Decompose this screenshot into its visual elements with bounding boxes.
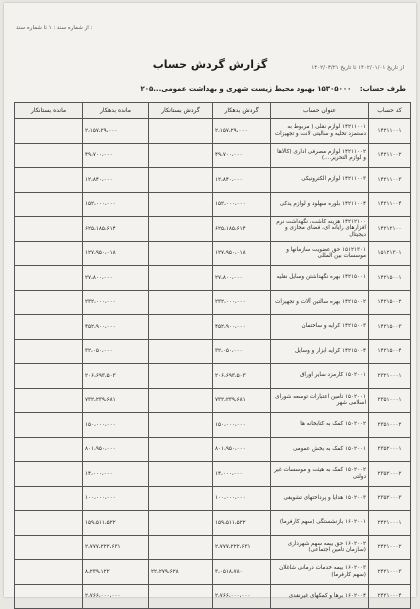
balance-debit-cell: ۷۳۲،۲۳۹،۶۸۱ [83, 388, 149, 413]
balance-credit-cell [15, 143, 83, 168]
account-name-cell: ۱۴۲۱۱۰۰۴ بلوره سهلود و لوازم یدکی [271, 192, 369, 217]
account-name-cell: ۱۶۰۲۰۰۲ حق بیمه سهم شهرداری (سازمان تامین اجتماعی) [271, 535, 369, 560]
balance-debit-cell: ۱۰۰،۰۰۰،۰۰۰ [83, 486, 149, 511]
credit-cell [149, 364, 213, 389]
credit-cell [149, 511, 213, 536]
debit-cell: ۲۳۲،۰۰۰،۰۰۰ [213, 290, 271, 315]
debit-cell: ۷۳۲،۲۳۹،۶۸۱ [213, 388, 271, 413]
table-row [15, 168, 411, 193]
account-code-cell: ۲۳۵۲۰۰۰۲ [369, 462, 411, 487]
table-row [15, 339, 411, 364]
account-name-cell: ۱۵۰۲۰۰۱ کمک به بخش عمومی [271, 437, 369, 462]
balance-credit-cell [15, 168, 83, 193]
balance-credit-cell [15, 217, 83, 242]
account-name-cell: ۱۴۲۱۱۰۰۲ لوازم مصرفی اداری (کالاها و لوازم التحریر....) [271, 143, 369, 168]
table-row [15, 560, 411, 585]
account-name-cell: ۱۴۲۱۵۰۰۴ کرایه ابزار و وسایل [271, 339, 369, 364]
debit-cell: ۱۵۰،۰۰۰،۰۰۰ [213, 413, 271, 438]
account-name-cell: ۱۴۲۱۵۰۰۲ بهره سالتین آلات و تجهیزات [271, 290, 369, 315]
credit-cell [149, 486, 213, 511]
account-name-cell: ۱۴۲۱۱۰۰۱ لوازم نقلی ( مربوط به دستمزد تخلیه و سالیتی لانت و تجهیزات [271, 119, 369, 144]
debit-cell: ۲،۱۵۷،۲۹،۰۰۰ [213, 119, 271, 144]
account-name-cell: ۱۵۰۲۰۰۱ کارمزد سایر اوراق [271, 364, 369, 389]
debit-cell: ۴۵۲،۹۰۰،۰۰۰ [213, 315, 271, 340]
credit-cell [149, 584, 213, 609]
account-name-cell: ۱۵۱۲۱۳۰۱ حق عضویت سازمانها و موسسات بین المللی [271, 241, 369, 266]
account-code-cell: ۲۳۵۲۰۰۰۳ [369, 486, 411, 511]
date-range: از تاریخ ۱۴۰۲/۰۱/۰۱ تا تاریخ ۱۴۰۲/۰۳/۲۱ [311, 65, 404, 71]
balance-debit-cell: ۳۲،۰۵۰،۰۰۰ [83, 339, 149, 364]
credit-cell [149, 168, 213, 193]
balance-debit-cell: ۱۵۰،۰۰۰،۰۰۰ [83, 413, 149, 438]
balance-credit-cell [15, 437, 83, 462]
balance-credit-cell [15, 339, 83, 364]
ledger-table [14, 102, 411, 609]
table-row [15, 290, 411, 315]
table-row [15, 535, 411, 560]
balance-debit-cell: ۲۳۲،۰۰۰،۰۰۰ [83, 290, 149, 315]
balance-debit-cell: ۱۵۹،۵۱۱،۵۲۲ [83, 511, 149, 536]
column-header-balance-debit: مانده بدهکار [83, 103, 149, 119]
debit-cell: ۱۲،۸۴۰،۰۰۰ [213, 168, 271, 193]
credit-cell [149, 413, 213, 438]
account-name-cell: ۱۴۲۱۵۰۰۱ بهره نگهداشتن وسایل نقلیه [271, 266, 369, 291]
account-code-cell: ۲۳۵۲۰۰۰۱ [369, 437, 411, 462]
credit-cell [149, 143, 213, 168]
debit-cell: ۲۰۶،۶۹۳،۵۰۳ [213, 364, 271, 389]
balance-credit-cell [15, 462, 83, 487]
account-code-cell: ۲۳۵۱۰۰۰۲ [369, 413, 411, 438]
account-code-cell: ۱۴۲۱۱۰۰۴ [369, 192, 411, 217]
balance-credit-cell [15, 584, 83, 609]
party-label: طرف حساب: [359, 85, 406, 93]
account-code-cell: ۱۴۲۱۵۰۰۱ [369, 266, 411, 291]
credit-cell [149, 388, 213, 413]
account-name-cell: ۱۴۲۱۲۱۰۰ هزینه کاشت، نگهداشت نرم افزارهای رایانه ای، فضای مجازی و دیجیتال [271, 217, 369, 242]
balance-debit-cell: ۶۲۵،۱۸۵،۶۱۴ [83, 217, 149, 242]
account-code-cell: ۲۴۲۱۰۰۰۴ [369, 584, 411, 609]
credit-cell [149, 437, 213, 462]
account-name-cell: ۱۵۰۲۰۰۱ تامین اعتبارات توسعه شورای اسلامی شهر [271, 388, 369, 413]
table-row [15, 413, 411, 438]
ledger-body [15, 119, 411, 609]
account-code-cell: ۲۴۲۱۰۰۰۱ [369, 511, 411, 536]
table-row [15, 388, 411, 413]
credit-cell [149, 290, 213, 315]
account-name-cell: ۱۶۰۲۰۰۳ بیمه خدمات درمانی شاغلان (سهم کارفرما) [271, 560, 369, 585]
debit-cell: ۴۹،۷۰۰،۰۰۰ [213, 143, 271, 168]
account-code-cell: ۲۳۲۱۰۰۰۱ [369, 364, 411, 389]
table-row [15, 486, 411, 511]
balance-debit-cell: ۸،۲۳۹،۱۲۲ [83, 560, 149, 585]
debit-cell: ۳۲،۰۵۰،۰۰۰ [213, 339, 271, 364]
account-code-cell: ۱۴۲۱۵۰۰۳ [369, 315, 411, 340]
account-code-cell: ۱۴۲۱۱۰۰۲ [369, 143, 411, 168]
debit-cell: ۲،۷۶۶،۰۰۰،۰۰۰ [213, 584, 271, 609]
debit-cell: ۱۲۷،۹۵۰،۰۱۸ [213, 241, 271, 266]
balance-credit-cell [15, 511, 83, 536]
report-title: گزارش گردش حساب [152, 58, 268, 71]
account-name-cell: ۱۴۲۱۵۰۰۳ کرایه و ساختمان [271, 315, 369, 340]
balance-credit-cell [15, 315, 83, 340]
debit-cell: ۸۰۱،۹۵۰،۰۰۰ [213, 437, 271, 462]
debit-cell: ۲۷،۸۰۰،۰۰۰ [213, 266, 271, 291]
table-row [15, 315, 411, 340]
debit-cell: ۶۲۵،۱۸۵،۶۱۴ [213, 217, 271, 242]
account-code-cell: ۲۴۲۱۰۰۰۳ [369, 560, 411, 585]
balance-debit-cell: ۱۴،۰۰۰،۰۰۰ [83, 462, 149, 487]
table-row [15, 217, 411, 242]
debit-cell: ۱۵۲،۰۰۰،۰۰۰ [213, 192, 271, 217]
balance-debit-cell: ۲،۷۶۶،۰۰۰،۰۰۰ [83, 584, 149, 609]
credit-cell [149, 192, 213, 217]
party-value: ۱۵۳۰۵۰۰۰ بهبود محیط زیست شهری و بهداشت عمومی...۲۰۵ [140, 85, 352, 93]
column-header-balance-credit: مانده بستانکار [15, 103, 83, 119]
account-code-cell: ۱۴۲۱۲۱۰۰ [369, 217, 411, 242]
account-name-cell: ۱۶۰۲۰۰۱ بازنشستگی (سهم کارفرما) [271, 511, 369, 536]
balance-credit-cell [15, 560, 83, 585]
balance-debit-cell: ۱۵۲،۰۰۰،۰۰۰ [83, 192, 149, 217]
table-row [15, 266, 411, 291]
balance-credit-cell [15, 266, 83, 291]
balance-debit-cell: ۸۰۱،۹۵۰،۰۰۰ [83, 437, 149, 462]
balance-credit-cell [15, 119, 83, 144]
balance-credit-cell [15, 486, 83, 511]
balance-credit-cell [15, 364, 83, 389]
credit-cell [149, 217, 213, 242]
account-name-cell: ۱۵۰۲۰۰۲ کمک به هیئت و موسسات غیر دولتی [271, 462, 369, 487]
account-code-cell: ۲۳۵۱۰۰۰۱ [369, 388, 411, 413]
credit-cell [149, 119, 213, 144]
credit-cell: ۲۲،۲۷۹،۶۲۸ [149, 560, 213, 585]
balance-debit-cell: ۴۹،۷۰۰،۰۰۰ [83, 143, 149, 168]
credit-cell [149, 535, 213, 560]
column-header-code: کد حساب [369, 103, 411, 119]
balance-credit-cell [15, 535, 83, 560]
debit-cell: ۱۴،۰۰۰،۰۰۰ [213, 462, 271, 487]
table-row [15, 143, 411, 168]
balance-debit-cell: ۲۰۶،۶۹۳،۵۰۳ [83, 364, 149, 389]
debit-cell: ۱۵۹،۵۱۱،۵۲۲ [213, 511, 271, 536]
balance-credit-cell [15, 413, 83, 438]
account-code-cell: ۱۴۲۱۵۰۰۲ [369, 290, 411, 315]
table-row [15, 119, 411, 144]
account-name-cell: ۱۵۰۲۰۰۳ هدایا و پرداختهای تشویقی [271, 486, 369, 511]
column-header-name: عنوان حساب [271, 103, 369, 119]
table-row [15, 241, 411, 266]
credit-cell [149, 339, 213, 364]
report-page [4, 3, 416, 600]
balance-credit-cell [15, 388, 83, 413]
table-row [15, 462, 411, 487]
balance-debit-cell: ۲۷،۸۰۰،۰۰۰ [83, 266, 149, 291]
table-row [15, 364, 411, 389]
account-code-cell: ۱۴۲۱۱۰۰۱ [369, 119, 411, 144]
table-header-row [15, 103, 411, 119]
credit-cell [149, 315, 213, 340]
table-row [15, 437, 411, 462]
account-name-cell: ۱۴۲۱۱۰۰۳ لوازم الکترونیکی [271, 168, 369, 193]
document-number-range: از شماره سند : ۱ تا شماره سند : [16, 25, 93, 31]
account-code-cell: ۱۴۲۱۵۰۰۴ [369, 339, 411, 364]
balance-debit-cell: ۲،۷۷۷،۲۲۲،۶۳۱ [83, 535, 149, 560]
debit-cell: ۱۰۰،۰۰۰،۰۰۰ [213, 486, 271, 511]
debit-cell: ۳،۰۵۱۸،۷۸۰ [213, 560, 271, 585]
credit-cell [149, 266, 213, 291]
account-code-cell: ۲۴۲۱۰۰۰۲ [369, 535, 411, 560]
balance-credit-cell [15, 241, 83, 266]
credit-cell [149, 241, 213, 266]
balance-debit-cell: ۲،۱۵۷،۲۹،۰۰۰ [83, 119, 149, 144]
table-row [15, 584, 411, 609]
balance-debit-cell: ۴۵۲،۹۰۰،۰۰۰ [83, 315, 149, 340]
table-row [15, 192, 411, 217]
credit-cell [149, 462, 213, 487]
column-header-debit: گردش بدهکار [213, 103, 271, 119]
balance-debit-cell: ۱۲،۸۴۰،۰۰۰ [83, 168, 149, 193]
account-name-cell: ۱۵۰۲۰۰۲ کمک به کتابخانه ها [271, 413, 369, 438]
party-line [140, 85, 406, 93]
account-name-cell: ۱۶۰۲۰۰۴ برها و کمکهای غیرنقدی [271, 584, 369, 609]
balance-credit-cell [15, 192, 83, 217]
balance-debit-cell: ۱۲۷،۹۵۰،۰۱۸ [83, 241, 149, 266]
account-code-cell: ۱۵۱۲۱۳۰۱ [369, 241, 411, 266]
debit-cell: ۲،۷۷۷،۲۲۲،۶۳۱ [213, 535, 271, 560]
table-row [15, 511, 411, 536]
column-header-credit: گردش بستانکار [149, 103, 213, 119]
account-code-cell: ۱۴۲۱۱۰۰۳ [369, 168, 411, 193]
balance-credit-cell [15, 290, 83, 315]
